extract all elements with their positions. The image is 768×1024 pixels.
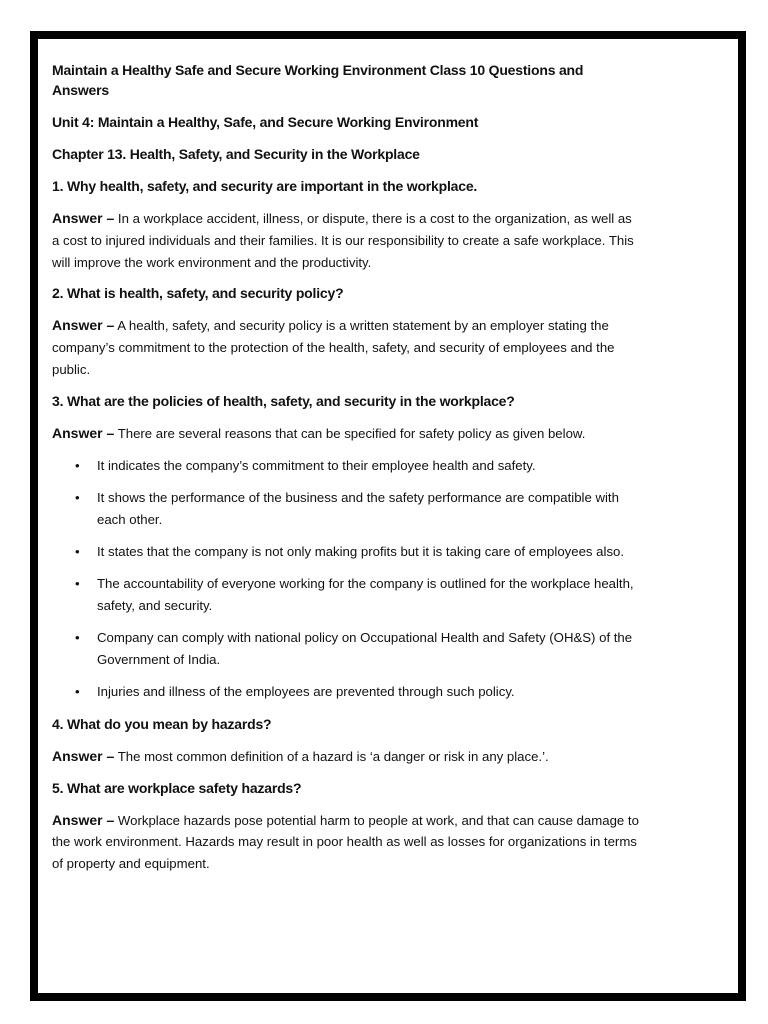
bullet-icon: •: [75, 489, 80, 505]
question-5: 5. What are workplace safety hazards?: [52, 779, 302, 796]
document-body: [52, 60, 640, 885]
answer-text: There are several reasons that can be specified for safety policy as given below.: [117, 425, 586, 441]
bullet-icon: •: [75, 576, 80, 592]
answer-text: A health, safety, and security policy is a written statement by an employer stating the company’s commitment to the protection of the health, safety, and security of employees and the public.: [52, 318, 615, 377]
answer-text: In a workplace accident, illness, or dispute, there is a cost to the organization, as well as a cost to injured individuals and their families. It is our responsibility to create a safe workplace. This will improve the work environment and the productivity.: [52, 211, 634, 270]
document-title: Maintain a Healthy Safe and Secure Working Environment Class 10 Questions and Answers: [52, 62, 584, 98]
unit-heading: Unit 4: Maintain a Healthy, Safe, and Secure Working Environment: [52, 114, 479, 130]
answer-2: [52, 315, 640, 380]
answer-3: [52, 423, 640, 445]
answer-label: Answer –: [52, 747, 115, 764]
question-4: 4. What do you mean by hazards?: [52, 715, 272, 732]
answer-label: Answer –: [52, 210, 115, 226]
bullet-icon: •: [75, 684, 80, 700]
chapter-heading: Chapter 13. Health, Safety, and Security in the Workplace: [52, 146, 420, 162]
answer-text: The most common definition of a hazard is ‘a danger or risk in any place.’.: [117, 748, 549, 764]
question-2: 2. What is health, safety, and security policy?: [52, 285, 344, 302]
policy-list: [52, 455, 640, 704]
answer-label: Answer –: [52, 424, 115, 441]
bullet-icon: •: [75, 630, 80, 646]
question-3: 3. What are the policies of health, safety, and security in the workplace?: [52, 392, 515, 409]
answer-label: Answer –: [52, 317, 115, 334]
bullet-icon: •: [75, 457, 80, 473]
list-item: • Company can comply with national policy on Occupational Health and Safety (OH&S) of the Government of India.: [52, 627, 640, 671]
answer-text: Workplace hazards pose potential harm to people at work, and that can cause damage to the work environment. Hazards may result in poor health as well as losses for organizations in terms of property and equipment.: [52, 812, 639, 872]
list-item: • Injuries and illness of the employees are prevented through such policy.: [52, 681, 640, 703]
list-item: • It indicates the company’s commitment to their employee health and safety.: [52, 455, 640, 477]
answer-1: [52, 208, 640, 273]
answer-4: [52, 746, 640, 768]
list-item: • The accountability of everyone working for the company is outlined for the workplace health, safety, and security.: [52, 573, 640, 617]
bullet-icon: •: [75, 543, 80, 559]
list-item: • It states that the company is not only making profits but it is taking care of employees also.: [52, 541, 640, 563]
list-item: • It shows the performance of the business and the safety performance are compatible with each other.: [52, 487, 640, 531]
question-1: 1. Why health, safety, and security are important in the workplace.: [52, 178, 478, 194]
answer-label: Answer –: [52, 811, 115, 828]
answer-5: [52, 810, 640, 875]
